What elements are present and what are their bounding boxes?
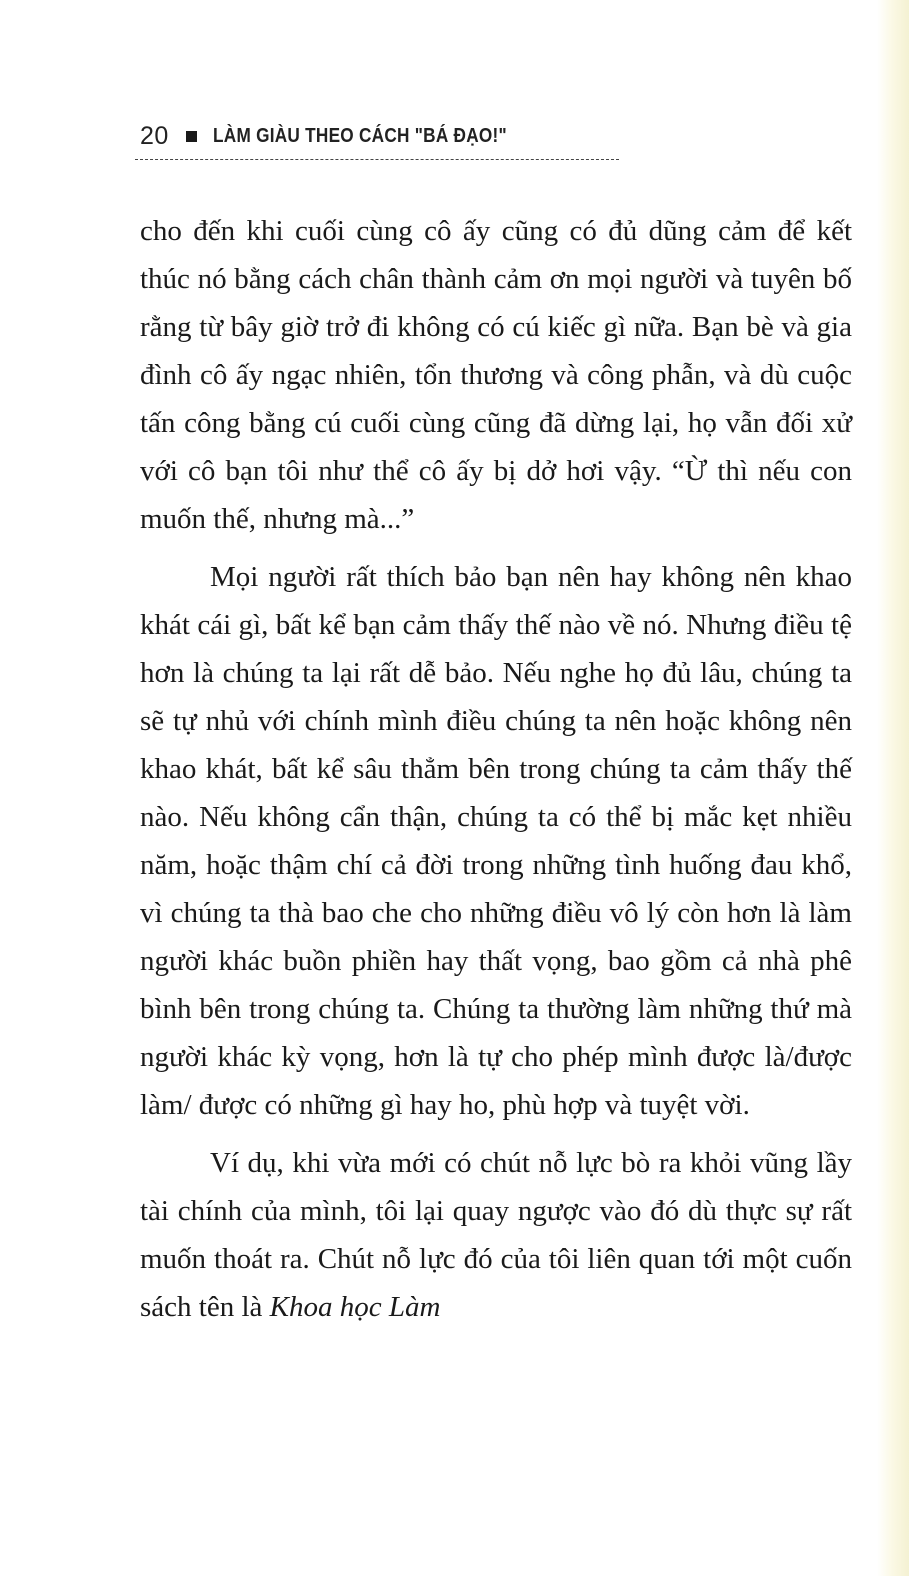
page-number: 20 xyxy=(140,122,169,150)
book-title: LÀM GIÀU THEO CÁCH "BÁ ĐẠO!" xyxy=(212,125,507,147)
running-header xyxy=(140,122,555,151)
body-text xyxy=(140,207,852,1341)
page-edge-shading xyxy=(877,0,909,1576)
paragraph-3-text: Ví dụ, khi vừa mới có chút nỗ lực bò ra khỏi vũng lầy tài chính của mình, tôi lại quay ngược vào đó dù thực sự rất muốn thoát ra. Chút nỗ lực đó của tôi liên quan tới một cuốn sách tên là xyxy=(140,1147,852,1323)
paragraph-1: cho đến khi cuối cùng cô ấy cũng có đủ dũng cảm để kết thúc nó bằng cách chân thành cảm ơn mọi người và tuyên bố rằng từ bây giờ trở đi không có cú kiếc gì nữa. Bạn bè và gia đình cô ấy ngạc nhiên, tổn thương và công phẫn, và dù cuộc tấn công bằng cú cuối cùng cũng đã dừng lại, họ vẫn đối xử với cô bạn tôi như thể cô ấy bị dở hơi vậy. “Ừ thì nếu con muốn thế, nhưng mà...” xyxy=(140,215,852,535)
book-title-italic: Khoa học Làm xyxy=(269,1291,441,1323)
paragraph-3 xyxy=(140,1139,852,1331)
paragraph-2: Mọi người rất thích bảo bạn nên hay không nên khao khát cái gì, bất kể bạn cảm thấy thế nào về nó. Nhưng điều tệ hơn là chúng ta lại rất dễ bảo. Nếu nghe họ đủ lâu, chúng ta sẽ tự nhủ với chính mình điều chúng ta nên hoặc không nên khao khát, bất kể sâu thẳm bên trong chúng ta cảm thấy thế nào. Nếu không cẩn thận, chúng ta có thể bị mắc kẹt nhiều năm, hoặc thậm chí cả đời trong những tình huống đau khổ, vì chúng ta thà bao che cho những điều vô lý còn hơn là làm người khác buồn phiền hay thất vọng, bao gồm cả nhà phê bình bên trong chúng ta. Chúng ta thường làm những thứ mà người khác kỳ vọng, hơn là tự cho phép mình được là/được làm/ được có những gì hay ho, phù hợp và tuyệt vời. xyxy=(140,561,852,1121)
header-dashed-divider xyxy=(135,159,619,160)
square-bullet-icon xyxy=(186,131,197,142)
